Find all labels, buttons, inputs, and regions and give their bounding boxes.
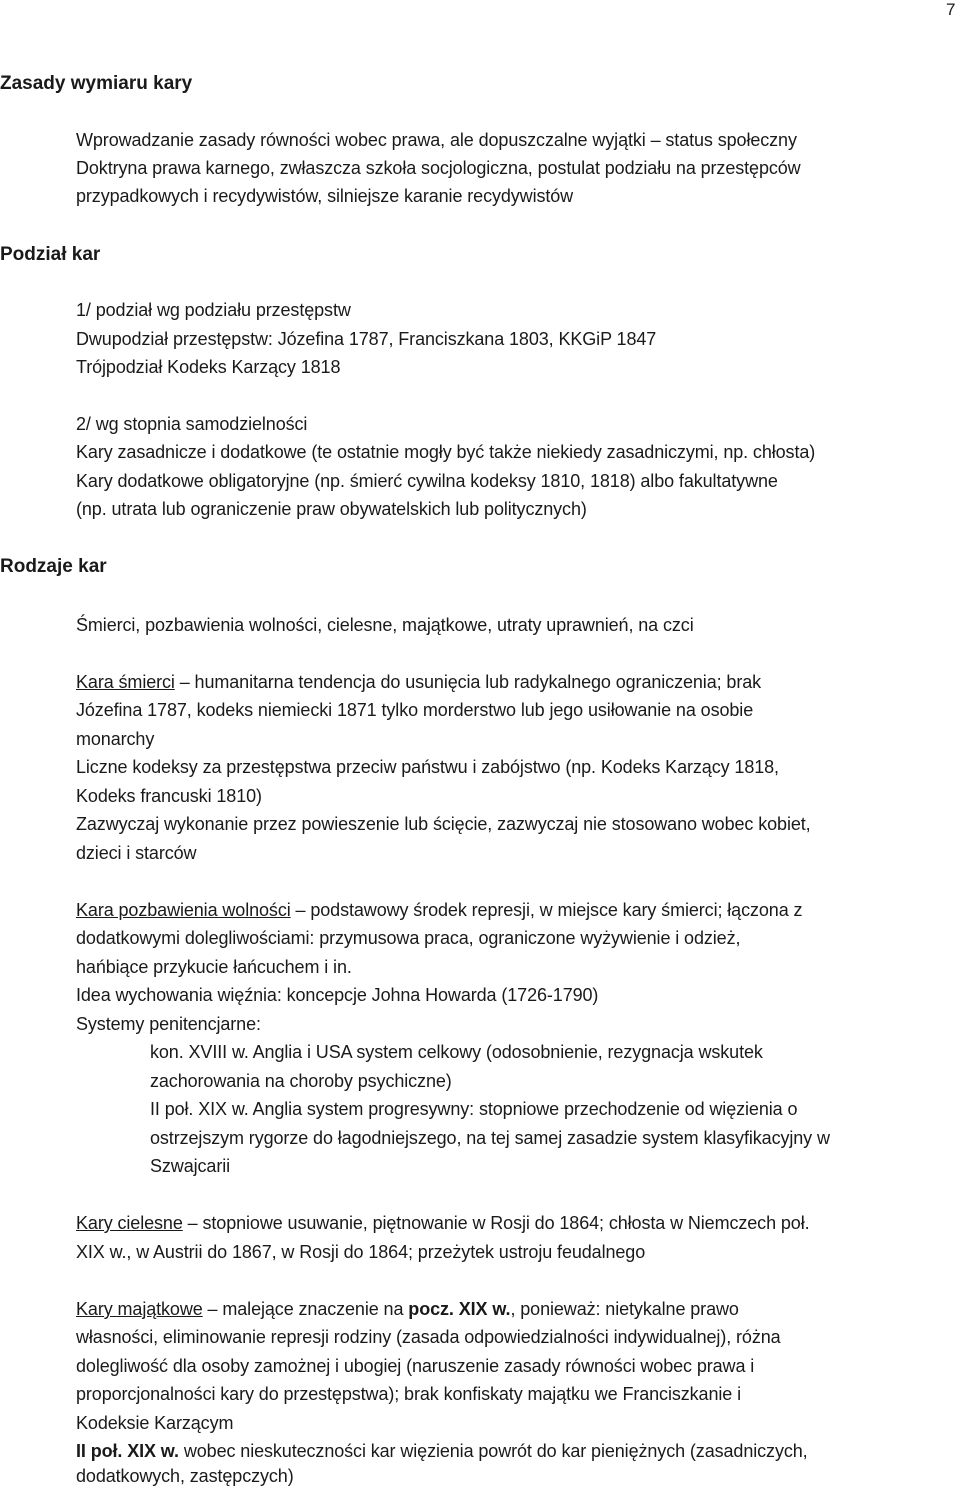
majatkowe-line-2: własności, eliminowanie represji rodziny (zasada odpowiedzialności indywidualnej), różna — [76, 1327, 781, 1347]
podzial-line-5: Kary zasadnicze i dodatkowe (te ostatnie mogły być także niekiedy zasadniczymi, np. chłosta) — [76, 442, 816, 462]
podzial-line-6: Kary dodatkowe obligatoryjne (np. śmierć cywilna kodeksy 1810, 1818) albo fakultatywne — [76, 471, 778, 491]
wolnosc-line-10: Szwajcarii — [150, 1156, 231, 1176]
wolnosc-line-2: dodatkowymi dolegliwościami: przymusowa praca, ograniczone wyżywienie i odzież, — [76, 928, 741, 948]
heading-rodzaje: Rodzaje kar — [0, 556, 107, 577]
cielesne-line-2: XIX w., w Austrii do 1867, w Rosji do 1864; przeżytek ustroju feudalnego — [76, 1242, 646, 1262]
page-number: 7 — [946, 0, 956, 19]
zasady-line-3: przypadkowych i recydywistów, silniejsze karanie recydywistów — [76, 186, 574, 206]
zasady-line-2: Doktryna prawa karnego, zwłaszcza szkoła socjologiczna, postulat podziału na przestępców — [76, 158, 801, 178]
majatkowe-line-1 — [76, 1295, 739, 1324]
smierc-line-5: Kodeks francuski 1810) — [76, 786, 262, 806]
wolnosc-line-5: Systemy penitencjarne: — [76, 1014, 261, 1034]
smierc-line-3: monarchy — [76, 729, 155, 749]
cielesne-line-1-text: – stopniowe usuwanie, piętnowanie w Rosji do 1864; chłosta w Niemczech poł. — [182, 1213, 810, 1233]
cielesne-line-1 — [76, 1209, 810, 1238]
podzial-line-3: Trójpodział Kodeks Karzący 1818 — [76, 357, 341, 377]
smierc-line-1-text: – humanitarna tendencja do usunięcia lub radykalnego ograniczenia; brak — [174, 672, 762, 692]
majatkowe-term: Kary majątkowe — [76, 1299, 203, 1319]
wolnosc-term: Kara pozbawienia wolności — [76, 900, 291, 920]
wolnosc-line-4: Idea wychowania więźnia: koncepcje Johna Howarda (1726-1790) — [76, 985, 599, 1005]
zasady-line-1: Wprowadzanie zasady równości wobec prawa, ale dopuszczalne wyjątki – status społeczny — [76, 130, 797, 150]
cielesne-term: Kary cielesne — [76, 1213, 183, 1233]
wolnosc-line-8: II poł. XIX w. Anglia system progresywny: stopniowe przechodzenie od więzienia o — [150, 1099, 798, 1119]
podzial-line-1: 1/ podział wg podziału przestępstw — [76, 300, 351, 320]
smierc-line-1 — [76, 668, 761, 697]
smierc-line-4: Liczne kodeksy za przestępstwa przeciw państwu i zabójstwo (np. Kodeks Karzący 1818, — [76, 757, 779, 777]
heading-podzial: Podział kar — [0, 244, 101, 265]
majatkowe-line-4: proporcjonalności kary do przestępstwa); brak konfiskaty majątku we Franciszkanie i — [76, 1384, 741, 1404]
wolnosc-line-1 — [76, 896, 802, 925]
podzial-line-2: Dwupodział przestępstw: Józefina 1787, Franciszkana 1803, KKGiP 1847 — [76, 329, 657, 349]
podzial-line-7: (np. utrata lub ograniczenie praw obywatelskich lub politycznych) — [76, 499, 587, 519]
wolnosc-line-7: zachorowania na choroby psychiczne) — [150, 1071, 452, 1091]
majatkowe-line-1-bold: pocz. XIX w. — [408, 1299, 511, 1319]
smierc-line-7: dzieci i starców — [76, 843, 197, 863]
podzial-line-4: 2/ wg stopnia samodzielności — [76, 414, 308, 434]
wolnosc-line-1-text: – podstawowy środek represji, w miejsce kary śmierci; łączona z — [290, 900, 803, 920]
smierc-term: Kara śmierci — [76, 672, 175, 692]
smierc-line-6: Zazwyczaj wykonanie przez powieszenie lub ścięcie, zazwyczaj nie stosowano wobec kobiet, — [76, 814, 811, 834]
wolnosc-line-6: kon. XVIII w. Anglia i USA system celkowy (odosobnienie, rezygnacja wskutek — [150, 1042, 763, 1062]
majatkowe-line-5: Kodeksie Karzącym — [76, 1413, 234, 1433]
majatkowe-line-7: dodatkowych, zastępczych) — [76, 1466, 294, 1486]
wolnosc-line-3: hańbiące przykucie łańcuchem i in. — [76, 957, 352, 977]
majatkowe-line-1-c: , ponieważ: nietykalne prawo — [510, 1299, 739, 1319]
rodzaje-intro: Śmierci, pozbawienia wolności, cielesne, majątkowe, utraty uprawnień, na czci — [76, 615, 694, 635]
majatkowe-line-6-text: wobec nieskuteczności kar więzienia powrót do kar pieniężnych (zasadniczych, — [178, 1441, 808, 1461]
smierc-line-2: Józefina 1787, kodeks niemiecki 1871 tylko morderstwo lub jego usiłowanie na osobie — [76, 700, 754, 720]
heading-zasady: Zasady wymiaru kary — [0, 73, 193, 94]
majatkowe-line-6-bold: II poł. XIX w. — [76, 1441, 179, 1461]
majatkowe-line-1-a: – malejące znaczenie na — [202, 1299, 409, 1319]
wolnosc-line-9: ostrzejszym rygorze do łagodniejszego, na tej samej zasadzie system klasyfikacyjny w — [150, 1128, 830, 1148]
majatkowe-line-3: dolegliwość dla osoby zamożnej i ubogiej (naruszenie zasady równości wobec prawa i — [76, 1356, 755, 1376]
